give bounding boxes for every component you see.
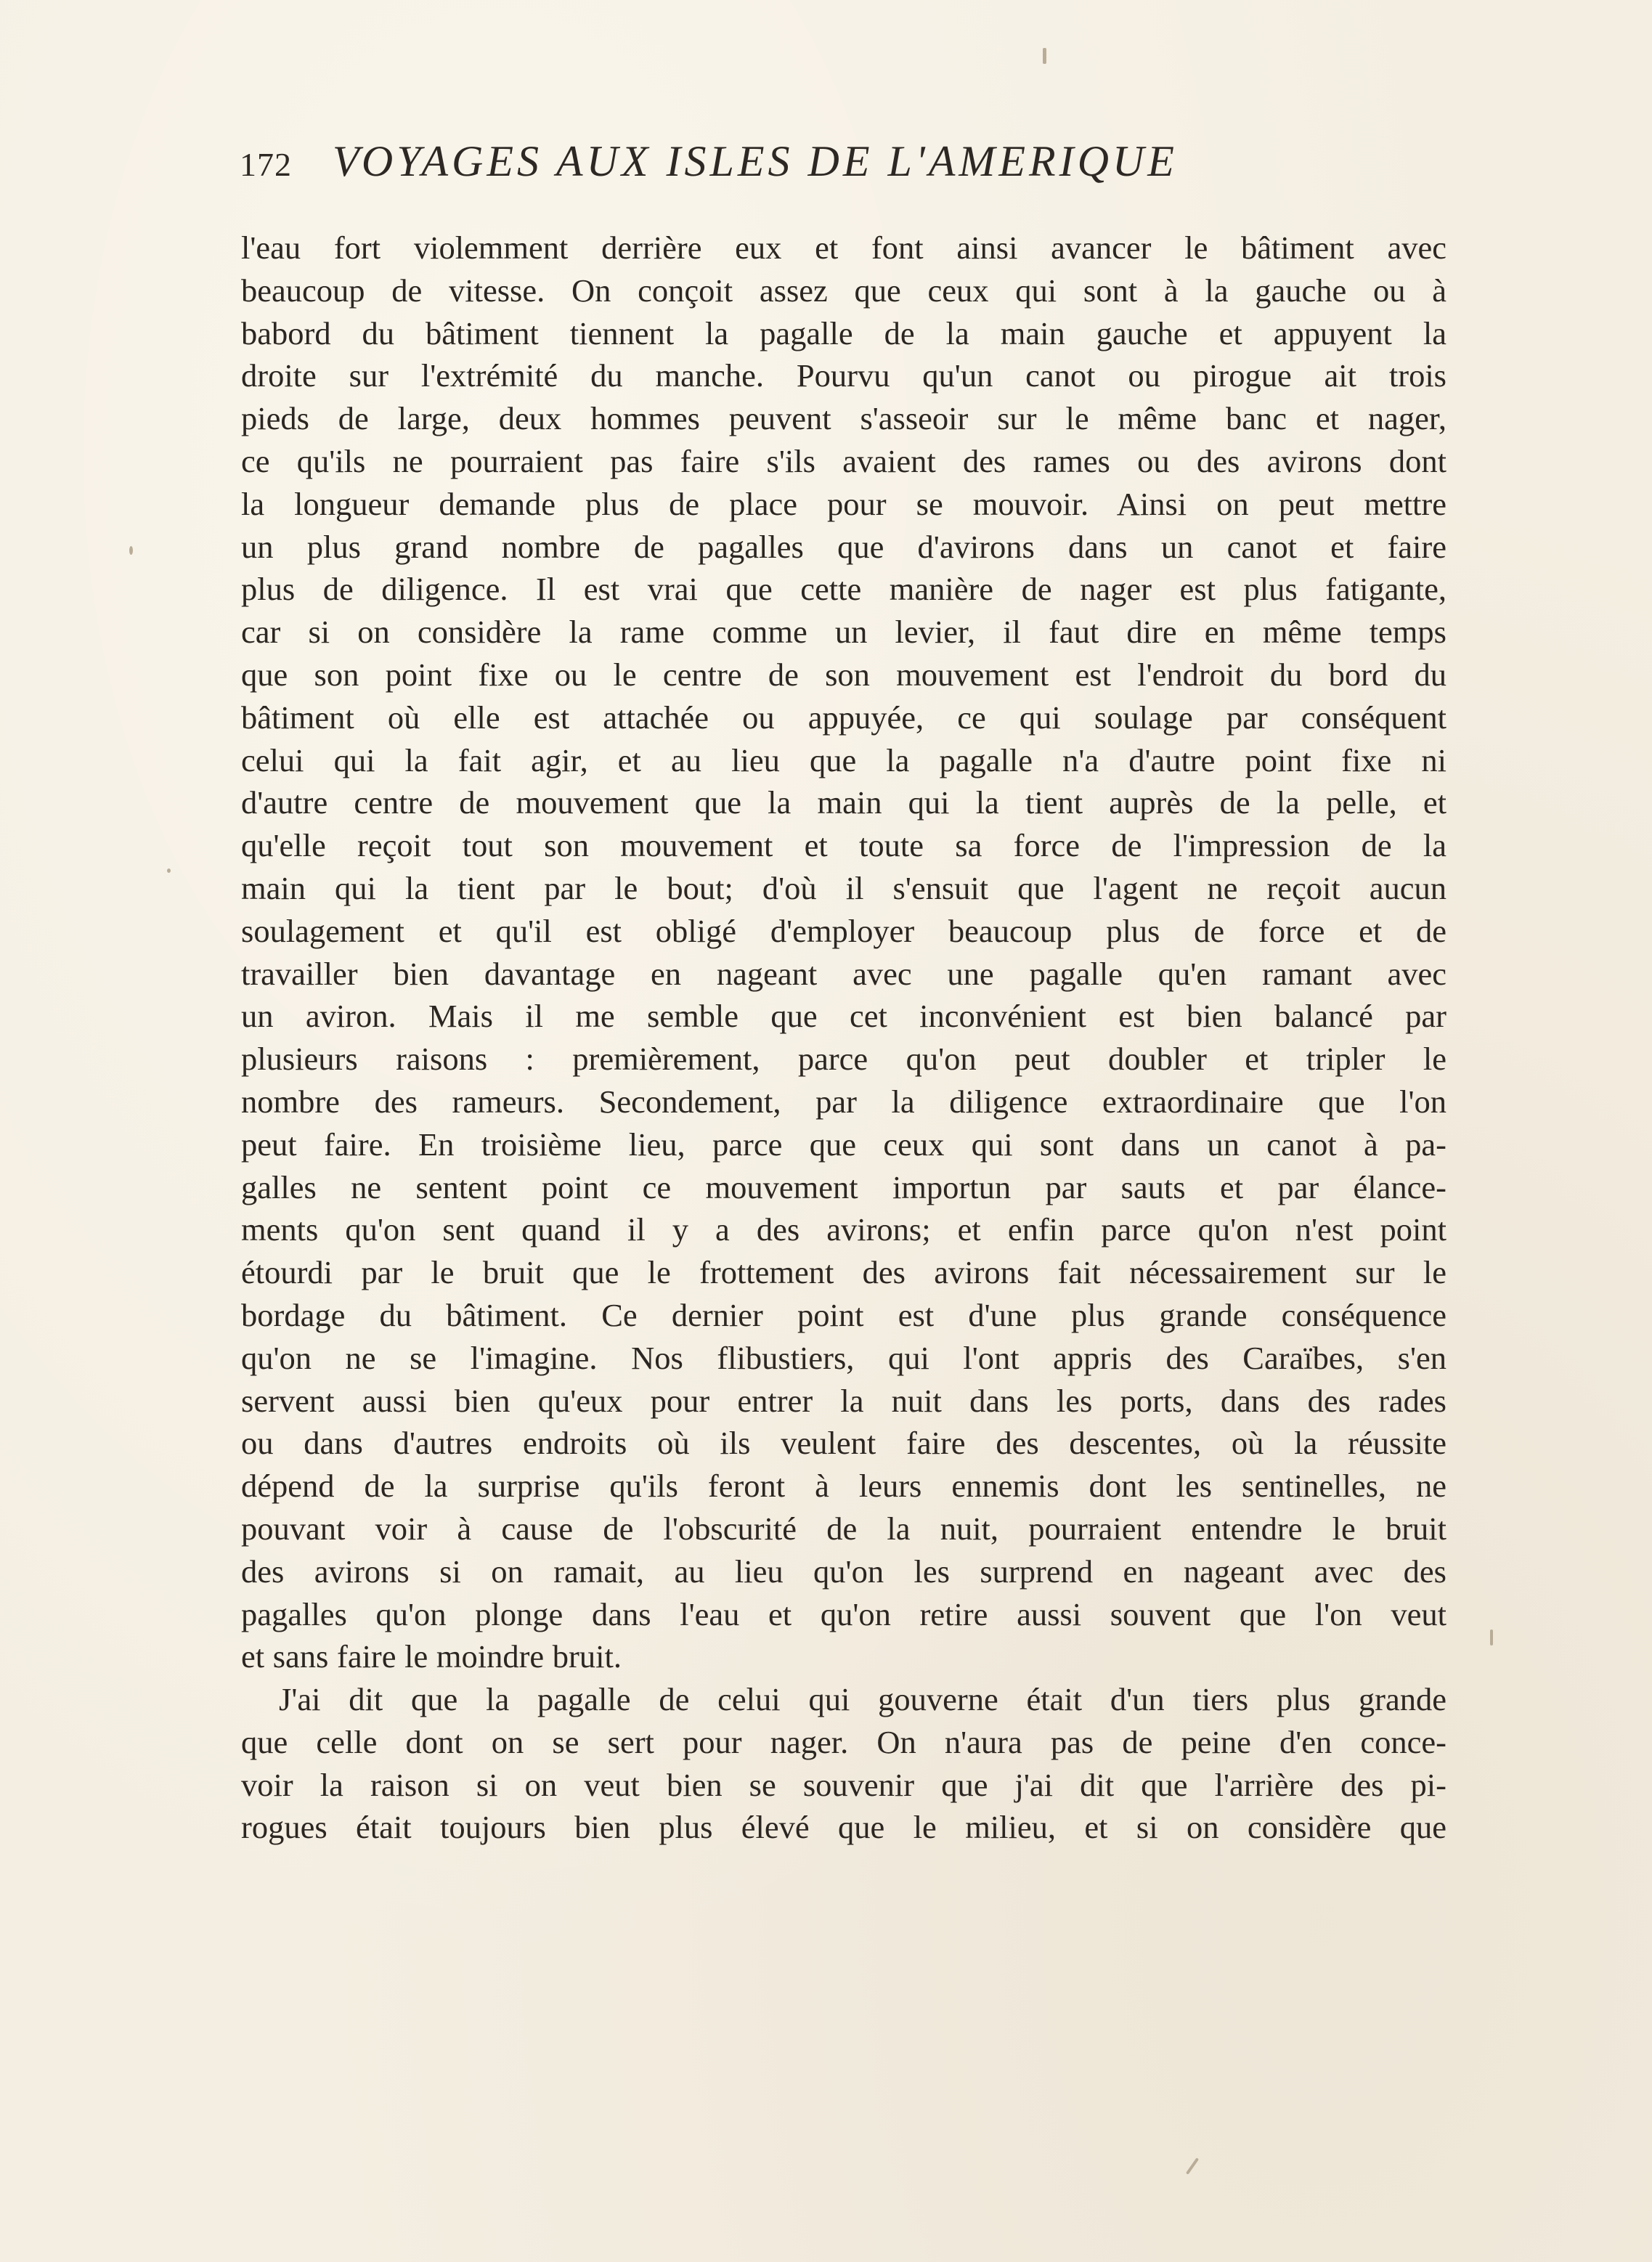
text-line: droite sur l'extrémité du manche. Pourvu qu'un canot ou pirogue ait trois	[241, 357, 1446, 394]
text-line: bâtiment où elle est attachée ou appuyée, ce qui soulage par conséquent	[241, 699, 1446, 736]
text-line: plusieurs raisons : premièrement, parce qu'on peut doubler et tripler le	[241, 1041, 1446, 1078]
text-line: ce qu'ils ne pourraient pas faire s'ils avaient des rames ou des avirons dont	[241, 442, 1446, 479]
text-line: pieds de large, deux hommes peuvent s'asseoir sur le même banc et nager,	[241, 400, 1446, 437]
text-line: un plus grand nombre de pagalles que d'avirons dans un canot et faire	[241, 528, 1446, 565]
running-title: VOYAGES AUX ISLES DE L'AMERIQUE	[333, 137, 1178, 185]
paper-speck	[1186, 2157, 1199, 2175]
text-line: voir la raison si on veut bien se souvenir que j'ai dit que l'arrière des pi-	[241, 1766, 1446, 1803]
paper-speck	[1043, 48, 1046, 64]
text-line: ments qu'on sent quand il y a des avirons; et enfin parce qu'on n'est point	[241, 1211, 1446, 1248]
text-line: pagalles qu'on plonge dans l'eau et qu'on retire aussi souvent que l'on veut	[241, 1595, 1446, 1632]
text-line: ou dans d'autres endroits où ils veulent faire des descentes, où la réussite	[241, 1425, 1446, 1462]
body-text	[241, 227, 1446, 1849]
text-line: la longueur demande plus de place pour se mouvoir. Ainsi on peut mettre	[241, 485, 1446, 522]
paragraph-end-line: et sans faire le moindre bruit.	[241, 1638, 622, 1675]
text-line: servent aussi bien qu'eux pour entrer la nuit dans les ports, dans des rades	[241, 1382, 1446, 1419]
running-head	[240, 137, 1449, 187]
paragraph-start-line: J'ai dit que la pagalle de celui qui gouverne était d'un tiers plus grande	[279, 1681, 1446, 1718]
text-line: plus de diligence. Il est vrai que cette manière de nager est plus fatigante,	[241, 571, 1446, 608]
text-line: que son point fixe ou le centre de son mouvement est l'endroit du bord du	[241, 656, 1446, 693]
page-number: 172	[240, 146, 292, 183]
text-line: que celle dont on se sert pour nager. On n'aura pas de peine d'en conce-	[241, 1723, 1446, 1760]
text-line: galles ne sentent point ce mouvement importun par sauts et par élance-	[241, 1168, 1446, 1205]
text-line: bordage du bâtiment. Ce dernier point est d'une plus grande conséquence	[241, 1296, 1446, 1333]
text-line: des avirons si on ramait, au lieu qu'on les surprend en nageant avec des	[241, 1553, 1446, 1590]
text-line: beaucoup de vitesse. On conçoit assez que ceux qui sont à la gauche ou à	[241, 272, 1446, 309]
text-line: car si on considère la rame comme un levier, il faut dire en même temps	[241, 614, 1446, 651]
paper-speck	[167, 868, 171, 873]
text-line: l'eau fort violemment derrière eux et font ainsi avancer le bâtiment avec	[241, 229, 1446, 266]
text-line: d'autre centre de mouvement que la main qui la tient auprès de la pelle, et	[241, 784, 1446, 821]
text-line: qu'on ne se l'imagine. Nos flibustiers, qui l'ont appris des Caraïbes, s'en	[241, 1339, 1446, 1376]
text-line: rogues était toujours bien plus élevé que le milieu, et si on considère que	[241, 1809, 1446, 1846]
text-line: étourdi par le bruit que le frottement des avirons fait nécessairement sur le	[241, 1254, 1446, 1291]
text-line: pouvant voir à cause de l'obscurité de la nuit, pourraient entendre le bruit	[241, 1510, 1446, 1547]
paper-speck	[1490, 1630, 1493, 1645]
text-line: un aviron. Mais il me semble que cet inconvénient est bien balancé par	[241, 998, 1446, 1035]
text-line: qu'elle reçoit tout son mouvement et toute sa force de l'impression de la	[241, 827, 1446, 864]
text-line: peut faire. En troisième lieu, parce que ceux qui sont dans un canot à pa-	[241, 1126, 1446, 1163]
text-line: babord du bâtiment tiennent la pagalle de la main gauche et appuyent la	[241, 314, 1446, 351]
text-line: nombre des rameurs. Secondement, par la diligence extraordinaire que l'on	[241, 1083, 1446, 1120]
text-line: travailler bien davantage en nageant avec une pagalle qu'en ramant avec	[241, 955, 1446, 992]
text-line: soulagement et qu'il est obligé d'employer beaucoup plus de force et de	[241, 912, 1446, 949]
text-line: main qui la tient par le bout; d'où il s'ensuit que l'agent ne reçoit aucun	[241, 869, 1446, 906]
text-line: dépend de la surprise qu'ils feront à leurs ennemis dont les sentinelles, ne	[241, 1468, 1446, 1505]
text-line: celui qui la fait agir, et au lieu que la pagalle n'a d'autre point fixe ni	[241, 741, 1446, 778]
paper-speck	[129, 546, 133, 555]
